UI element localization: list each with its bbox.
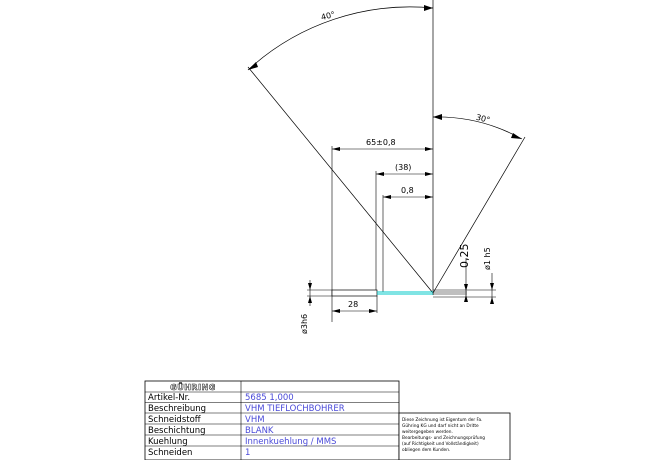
angle-30-leg — [433, 137, 525, 293]
dim-angle-40: 40° — [320, 9, 337, 23]
label-beschreibung: Beschreibung — [148, 404, 207, 414]
value-schneiden: 1 — [245, 448, 251, 458]
dim-small-length: 0,8 — [401, 186, 414, 195]
value-beschichtung: BLANK — [245, 426, 274, 436]
dim-tip-dia: ø1 h5 — [483, 247, 492, 270]
angle-30-arrow-right — [511, 133, 522, 139]
value-artikel-nr: 5685 1,000 — [245, 393, 294, 403]
arrow-tip-bottom — [490, 297, 494, 304]
arrow-28-left — [332, 309, 340, 313]
arrow-38-right — [425, 172, 433, 176]
value-kuehlung: Innenkuehlung / MMS — [245, 437, 337, 447]
arrow-tip-top — [490, 283, 494, 290]
angle-30-arrow-left — [433, 114, 442, 120]
arrow-65-left — [332, 147, 340, 151]
arrow-38-left — [376, 172, 384, 176]
angle-40-arc — [248, 7, 433, 70]
title-block — [145, 381, 510, 460]
arrow-65-right — [425, 147, 433, 151]
notice-line-1: Diese Zeichnung ist Eigentum der Fa. — [402, 418, 483, 423]
arrow-025-bottom — [464, 295, 468, 302]
label-artikel-nr: Artikel-Nr. — [148, 393, 191, 403]
arrow-28-right — [369, 309, 377, 313]
dim-angle-30: 30° — [474, 112, 491, 125]
notice-line-3: weitergegeben werden. — [402, 430, 453, 435]
label-schneidstoff: Schneidstoff — [148, 415, 201, 425]
dim-ref-length: (38) — [395, 163, 412, 172]
notice-line-6: obliegen dem Kunden. — [402, 448, 451, 453]
arrow-shank-bottom — [308, 296, 312, 303]
dim-overall-length: 65±0,8 — [366, 138, 396, 147]
notice-line-4: Bearbeitungs- und Zeichnungsprüfung — [402, 436, 486, 441]
arrow-08-left — [383, 195, 391, 199]
angle-40-arrow-right — [424, 5, 433, 11]
tool-shank — [332, 290, 377, 296]
notice-line-2: Gühring KG und darf nicht an Dritte — [402, 424, 479, 429]
label-schneiden: Schneiden — [148, 448, 193, 458]
arrow-08-right — [425, 195, 433, 199]
dim-step: 0,25 — [458, 243, 471, 268]
angle-40-arrow-left — [248, 62, 258, 70]
value-beschreibung: VHM TIEFLOCHBOHRER — [245, 404, 345, 414]
value-schneidstoff: VHM — [245, 415, 265, 425]
arrow-shank-top — [308, 283, 312, 290]
company-logo: GÜHRING — [170, 383, 216, 392]
dim-shank-dia: ø3h6 — [300, 313, 309, 334]
notice-line-5: (auf Richtigkeit und Vollständigkeit) — [402, 442, 479, 447]
dim-shank-length: 28 — [348, 300, 359, 309]
label-beschichtung: Beschichtung — [148, 426, 206, 436]
angle-40-leg — [248, 67, 433, 293]
label-kuehlung: Kuehlung — [148, 437, 188, 447]
